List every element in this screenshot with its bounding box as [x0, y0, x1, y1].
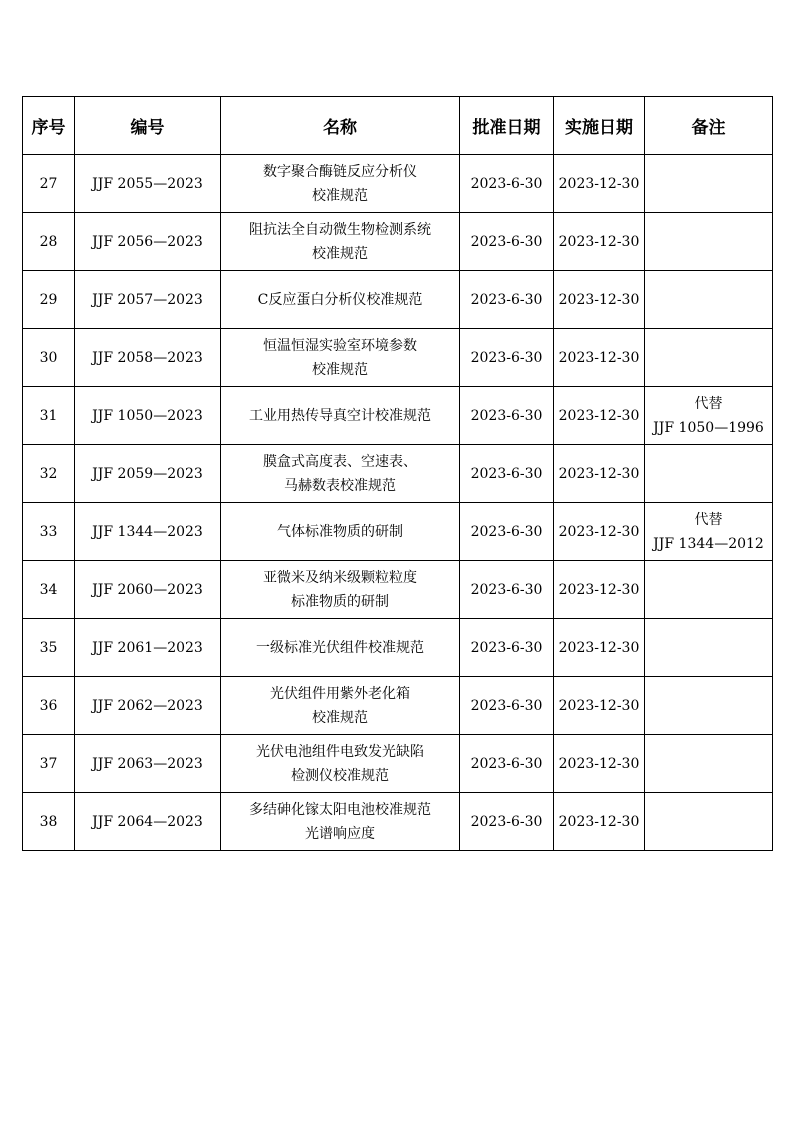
cell-code: JJF 1344—2023: [75, 503, 221, 561]
table-row: [23, 445, 773, 503]
cell-note: [645, 793, 773, 851]
cell-seq: 37: [23, 735, 75, 793]
cell-implement-date: 2023-12-30: [554, 213, 645, 271]
cell-implement-date: 2023-12-30: [554, 561, 645, 619]
standards-table: [22, 96, 773, 851]
cell-approve-date: 2023-6-30: [460, 329, 554, 387]
cell-note-line: 代替: [694, 511, 723, 528]
cell-implement-date: 2023-12-30: [554, 155, 645, 213]
cell-name-line: 亚微米及纳米级颗粒粒度: [263, 569, 417, 586]
cell-code: JJF 2058—2023: [75, 329, 221, 387]
cell-name-line: 马赫数表校准规范: [284, 477, 396, 494]
table-row: [23, 271, 773, 329]
cell-seq: 28: [23, 213, 75, 271]
header-note: 备注: [645, 97, 773, 155]
cell-name-line: 一级标准光伏组件校准规范: [256, 639, 424, 656]
header-seq: 序号: [23, 97, 75, 155]
cell-note: [645, 503, 773, 561]
cell-name: [221, 445, 460, 503]
cell-note: [645, 619, 773, 677]
cell-seq: 38: [23, 793, 75, 851]
cell-note: [645, 735, 773, 793]
cell-name-line: 气体标准物质的研制: [277, 523, 403, 540]
cell-name-line: 校准规范: [312, 709, 368, 726]
cell-approve-date: 2023-6-30: [460, 677, 554, 735]
cell-approve-date: 2023-6-30: [460, 503, 554, 561]
cell-name: [221, 503, 460, 561]
cell-implement-date: 2023-12-30: [554, 793, 645, 851]
table-row: [23, 619, 773, 677]
cell-note: [645, 677, 773, 735]
cell-name-line: 检测仪校准规范: [291, 767, 389, 784]
cell-name: [221, 619, 460, 677]
cell-approve-date: 2023-6-30: [460, 619, 554, 677]
table-row: [23, 503, 773, 561]
cell-seq: 31: [23, 387, 75, 445]
cell-approve-date: 2023-6-30: [460, 387, 554, 445]
cell-code: JJF 2057—2023: [75, 271, 221, 329]
cell-name: [221, 735, 460, 793]
cell-approve-date: 2023-6-30: [460, 213, 554, 271]
table-row: [23, 329, 773, 387]
cell-approve-date: 2023-6-30: [460, 445, 554, 503]
cell-code: JJF 2059—2023: [75, 445, 221, 503]
cell-seq: 32: [23, 445, 75, 503]
cell-name-line: 膜盒式高度表、空速表、: [263, 453, 417, 470]
table-row: [23, 677, 773, 735]
cell-name-line: 校准规范: [312, 361, 368, 378]
cell-implement-date: 2023-12-30: [554, 445, 645, 503]
cell-seq: 29: [23, 271, 75, 329]
table-row: [23, 387, 773, 445]
cell-code: JJF 2060—2023: [75, 561, 221, 619]
cell-implement-date: 2023-12-30: [554, 677, 645, 735]
cell-approve-date: 2023-6-30: [460, 155, 554, 213]
cell-code: JJF 2062—2023: [75, 677, 221, 735]
cell-note: [645, 387, 773, 445]
cell-seq: 30: [23, 329, 75, 387]
cell-name-line: 校准规范: [312, 245, 368, 262]
cell-name: [221, 155, 460, 213]
cell-name-line: 数字聚合酶链反应分析仪: [263, 163, 417, 180]
cell-approve-date: 2023-6-30: [460, 793, 554, 851]
cell-name-line: 阻抗法全自动微生物检测系统: [249, 221, 431, 238]
table-body: [23, 155, 773, 851]
header-code: 编号: [75, 97, 221, 155]
cell-approve-date: 2023-6-30: [460, 735, 554, 793]
cell-implement-date: 2023-12-30: [554, 387, 645, 445]
cell-name: [221, 793, 460, 851]
cell-name: [221, 387, 460, 445]
cell-code: JJF 2063—2023: [75, 735, 221, 793]
cell-name-line: 恒温恒湿实验室环境参数: [263, 337, 417, 354]
cell-code: JJF 2055—2023: [75, 155, 221, 213]
cell-approve-date: 2023-6-30: [460, 271, 554, 329]
table-row: [23, 793, 773, 851]
cell-note: [645, 271, 773, 329]
cell-seq: 34: [23, 561, 75, 619]
cell-note-line: JJF 1344—2012: [653, 535, 764, 552]
table-row: [23, 155, 773, 213]
cell-implement-date: 2023-12-30: [554, 271, 645, 329]
cell-note: [645, 155, 773, 213]
table-row: [23, 561, 773, 619]
cell-seq: 36: [23, 677, 75, 735]
cell-seq: 33: [23, 503, 75, 561]
cell-name: [221, 677, 460, 735]
cell-code: JJF 1050—2023: [75, 387, 221, 445]
cell-code: JJF 2064—2023: [75, 793, 221, 851]
cell-note: [645, 445, 773, 503]
header-approve-date: 批准日期: [460, 97, 554, 155]
cell-name-line: C反应蛋白分析仪校准规范: [257, 291, 423, 308]
cell-implement-date: 2023-12-30: [554, 329, 645, 387]
cell-note-line: 代替: [694, 395, 723, 412]
cell-name-line: 光伏电池组件电致发光缺陷: [256, 743, 424, 760]
cell-name-line: 光谱响应度: [305, 825, 375, 842]
cell-name-line: 光伏组件用紫外老化箱: [270, 685, 410, 702]
cell-name-line: 多结砷化镓太阳电池校准规范: [249, 801, 431, 818]
header-implement-date: 实施日期: [554, 97, 645, 155]
table-row: [23, 735, 773, 793]
cell-note: [645, 561, 773, 619]
cell-name: [221, 213, 460, 271]
cell-name: [221, 329, 460, 387]
cell-approve-date: 2023-6-30: [460, 561, 554, 619]
cell-name-line: 校准规范: [312, 187, 368, 204]
table-header-row: [23, 97, 773, 155]
cell-implement-date: 2023-12-30: [554, 503, 645, 561]
cell-note: [645, 213, 773, 271]
cell-seq: 35: [23, 619, 75, 677]
cell-note: [645, 329, 773, 387]
table-row: [23, 213, 773, 271]
cell-name-line: 标准物质的研制: [291, 593, 389, 610]
cell-implement-date: 2023-12-30: [554, 735, 645, 793]
cell-code: JJF 2061—2023: [75, 619, 221, 677]
cell-name: [221, 561, 460, 619]
cell-note-line: JJF 1050—1996: [653, 419, 764, 436]
header-name: 名称: [221, 97, 460, 155]
cell-seq: 27: [23, 155, 75, 213]
cell-implement-date: 2023-12-30: [554, 619, 645, 677]
cell-name-line: 工业用热传导真空计校准规范: [249, 407, 431, 424]
cell-code: JJF 2056—2023: [75, 213, 221, 271]
cell-name: [221, 271, 460, 329]
